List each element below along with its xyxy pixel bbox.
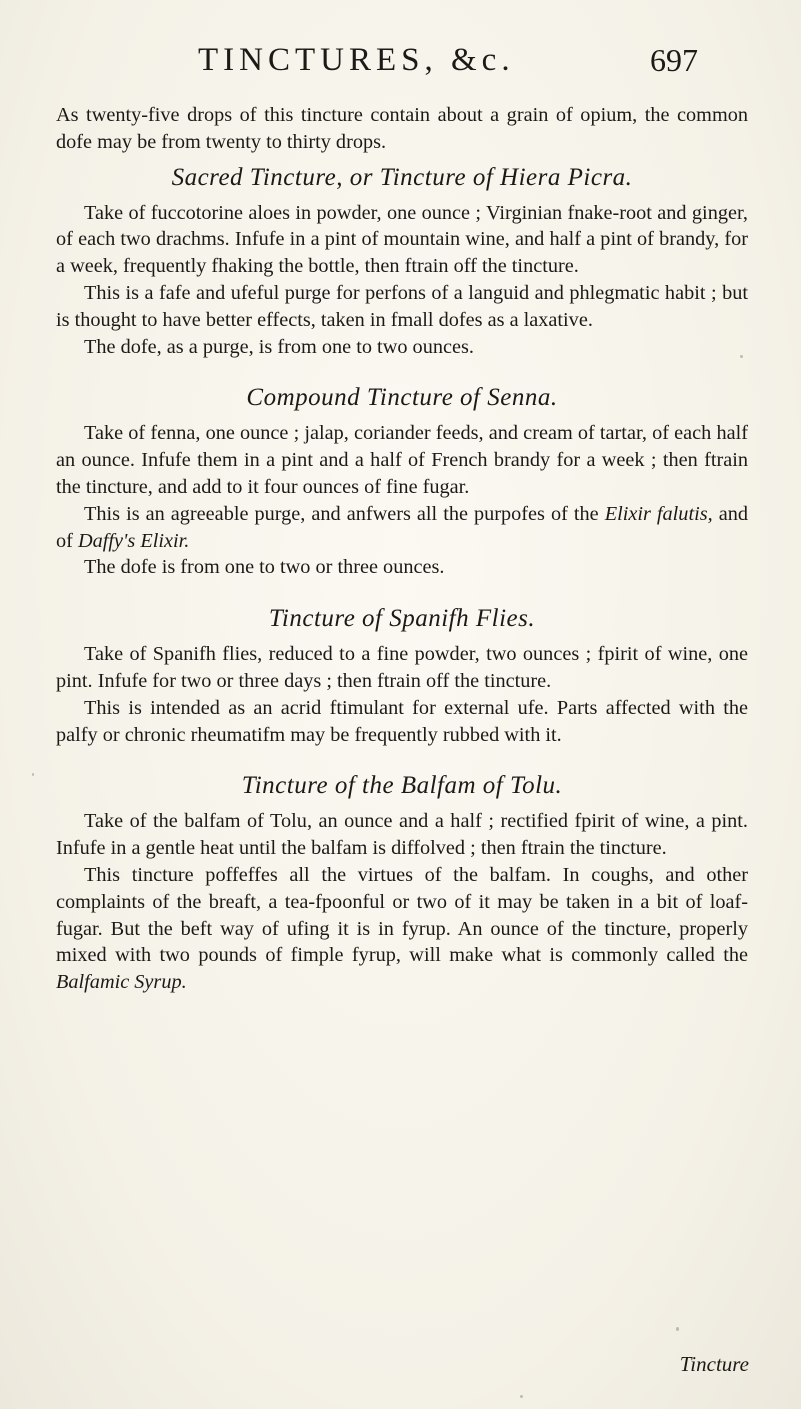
paragraph-with-italics: This is an agreeable purge, and anfwers all the purpofes of the Elixir falutis, and of Daffy's Elixir. [56,502,748,552]
paper-speck [520,1395,523,1398]
paragraph: Take of fuccotorine aloes in powder, one ounce ; Virginian fnake-root and ginger, of each two drachms. Infufe in a pint of mountain wine, and half a pint of brandy, for a week, frequently fhaking the bottle, then ftrain off the tincture. [56,201,748,278]
page-number: 697 [650,42,698,78]
intro-paragraph: As twenty-five drops of this tincture contain about a grain of opium, the common dofe may be from twenty to thirty drops. [56,104,748,153]
paragraph: Take of Spanifh flies, reduced to a fine powder, two ounces ; fpirit of wine, one pint. Infufe for two or three days ; then ftrain off the tincture. [56,643,748,692]
paragraph: The dofe is from one to two or three ounces. [84,556,445,579]
paper-speck [32,773,34,776]
paragraph: The dofe, as a purge, is from one to two ounces. [84,335,474,358]
heading-balsam-tolu: Tincture of the Balfam of Tolu. [241,772,563,800]
catchword: Tincture [679,1352,749,1376]
paragraph-with-italics: This tincture poffeffes all the virtues of the balfam. In coughs, and other complaints of the breaft, a tea-fpoonful or two of it may be taken in a bit of loaf-fugar. But the beft way of ufing it is in fyrup. An ounce of the tincture, properly mixed with two pounds of fimple fyrup, will make what is commonly called the Balfamic Syrup. [56,863,748,994]
heading-spanish-flies: Tincture of Spanifh Flies. [268,605,536,633]
paragraph: This is intended as an acrid ftimulant for external ufe. Parts affected with the palfy or chronic rheumatifm may be frequently rubbed with it. [56,696,748,746]
heading-sacred-tincture: Sacred Tincture, or Tincture of Hiera Picra. [171,163,633,191]
text-block [56,102,748,996]
paper-speck [740,355,743,358]
heading-compound-senna: Compound Tincture of Senna. [246,384,558,412]
paragraph: This is a fafe and ufeful purge for perfons of a languid and phlegmatic habit ; but is thought to have better effects, taken in fmall dofes as a laxative. [56,281,748,331]
paragraph: Take of fenna, one ounce ; jalap, coriander feeds, and cream of tartar, of each half an ounce. Infufe them in a pint and a half of French brandy for a week ; then ftrain the tincture, and add to it four ounces of fine fugar. [56,422,748,498]
running-head [0,42,801,92]
paragraph: Take of the balfam of Tolu, an ounce and a half ; rectified fpirit of wine, a pint. Infufe in a gentle heat until the balfam is diffolved ; then ftrain the tincture. [56,810,748,860]
running-title: TINCTURES, &c. [198,42,515,78]
paper-speck [676,1327,679,1331]
